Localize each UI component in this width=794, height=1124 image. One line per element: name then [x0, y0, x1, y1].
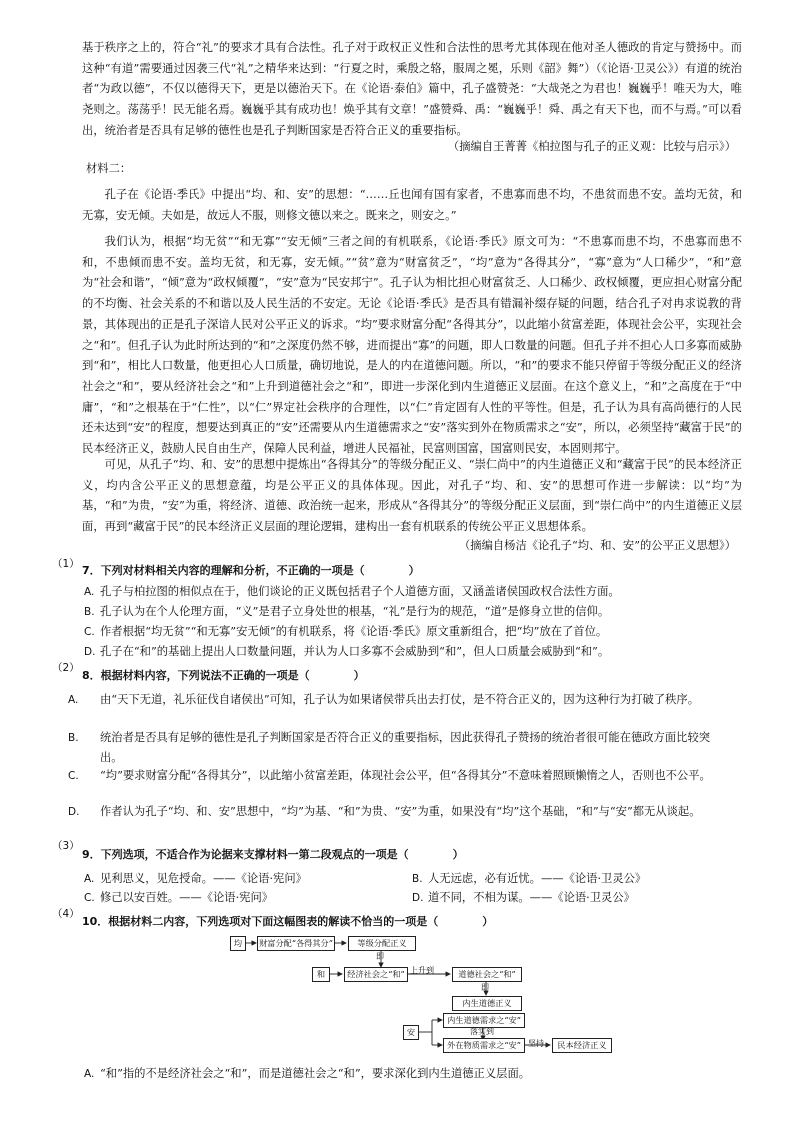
option-text: 道不同，不相为谋。——《论语·卫灵公》	[428, 891, 635, 904]
source-citation-2: （摘编自杨洁《论孔子“均、和、安”的公平正义思想》）	[458, 539, 736, 552]
material2-label: 材料二：	[86, 162, 132, 175]
diagram-node-waizai-an: 外在物质需求之“安”	[443, 1038, 525, 1053]
option-letter: C.	[84, 626, 95, 638]
option-text: “均”要求财富分配“各得其分”，以此缩小贫富差距，体现社会公平，但“各得其分”不意味着照顾懒惰之人，否则也不公平。	[100, 769, 711, 782]
diagram-node-fenpei: 财富分配“各得其分”	[257, 936, 335, 951]
material2-paragraph-2: 我们认为，根据“均无贫”“和无寡”“安无倾”三者之间的有机联系，《论语·季氏》原文可为：“不患寡而患不均，不患寡而患不和，不患倾而患不安。盖均无贫，和无寡，安无倾。”“贫”意为“财富贫乏”，“均”意为“各得其分”，“寡”意为“人口稀少”，“和”意为“社会和谐”，“倾”意为“政权倾覆”，“安”意为“民安邦宁”。孔子认为相比担心财富贫乏、人口稀少、政权倾覆，更应担心财富分配的不均衡、社会关系的不和谐以及人民生活的不安定。无论《论语·季氏》是否具有错漏补缀存疑的问题，结合孔子对冉求说教的背景，其体现出的正是孔子深谙人民对公平正义的诉求。“均”要求财富分配“各得其分”，以此缩小贫富差距，体现社会公平，实现社会之“和”。但孔子认为此时所达到的“和”之深度仍然不够，进而提出“寡”的问题，即人口数量的问题。但孔子并不担心人口多寡而威胁到“和”，相比人口数量，他更担心人口质量，确切地说，是人的内在道德问题。所以，“和”的要求不能只停留于等级分配正义的经济社会之“和”，要从经济社会之“和”上升到道德社会之“和”，即进一步深化到内生道德正义层面。在这个意义上，“和”之高度在于“中庸”，“和”之根基在于“仁性”，以“仁”界定社会秩序的合理性，以“仁”肯定固有人性的平等性。但是，孔子认为具有高尚德行的人民还未达到“安”的程度，想要达到真正的“安”还需要从内生道德需求之“安”落实到外在物质需求之“安”，所以，必须坚持“藏富于民”的民本经济正义，鼓励人民自由生产，保障人民利益，增进人民福祉，民富则国富，国富则民安，本固则邦宁。	[82, 235, 742, 456]
question-number: （4）	[52, 908, 80, 920]
question-title: 10．根据材料二内容，下列选项对下面这幅图表的解读不恰当的一项是（ ）	[82, 915, 494, 928]
diagram-label-shangsheng: 上升到	[410, 966, 434, 975]
diagram-label-jianchi: 坚持	[528, 1039, 544, 1048]
option-text: 统治者是否具有足够的德性是孔子判断国家是否符合正义的重要指标，因此获得孔子赞扬的统治者很可能在德政方面比较突出。	[100, 731, 711, 764]
option-letter: D.	[412, 892, 424, 904]
diagram-node-dengji: 等级分配正义	[348, 936, 416, 951]
option-text: “和”指的不是经济社会之“和”，而是道德社会之“和”，要求深化到内生道德正义层面。	[100, 1067, 531, 1080]
option-letter: D.	[68, 806, 80, 818]
passage1-paragraph: 基于秩序之上的，符合“礼”的要求才具有合法性。孔子对于政权正义性和合法性的思考尤其体现在他对圣人德政的肯定与赞扬中。而这种“有道”需要通过因袭三代“礼”之精华来达到：“行夏之时，乘殷之辂，服周之冕，乐则《韶》舞”）（《论语·卫灵公》）有道的统治者“为政以德”，不仅以德得天下，更是以德治天下。在《论语·泰伯》篇中，孔子盛赞尧：“大哉尧之为君也！巍巍乎！唯天为大，唯尧则之。荡荡乎！民无能名焉。巍巍乎其有成功也！焕乎其有文章！”盛赞舜、禹：“巍巍乎！舜、禹之有天下也，而不与焉。”可以看出，统治者是否具有足够的德性也是孔子判断国家是否符合正义的重要指标。	[82, 41, 742, 137]
option-text: 孔子与柏拉图的相似点在于，他们谈论的正义既包括君子个人道德方面，又涵盖诸侯国政权合法性方面。	[100, 585, 620, 598]
material2-paragraph-3: 可见，从孔子“均、和、安”的思想中提炼出“各得其分”的等级分配正义、“崇仁尚中”的内生道德正义和“藏富于民”的民本经济正义，均内含公平正义的思想意蕴，均是公平正义的具体体现。因此，对孔子“均、和、安”的思想可作进一步解读：以“均”为基，“和”为贵，“安”为重，将经济、道德、政治统一起来，形成从“各得其分”的等级分配正义层面，到“崇仁尚中”的内生道德正义层面，再到“藏富于民”的民本经济正义层面的理论逻辑，建构出一套有机联系的传统公平正义思想体系。	[82, 458, 742, 534]
option-text: 见利思义，见危授命。——《论语·宪问》	[100, 872, 307, 885]
answer-option[interactable]	[84, 1064, 714, 1084]
diagram-node-he: 和	[312, 967, 330, 982]
question-title: 7．下列对材料相关内容的理解和分析，不正确的一项是（ ）	[82, 564, 420, 577]
option-letter: D.	[84, 646, 96, 658]
option-text: 人无远虑，必有近忧。——《论语·卫灵公》	[428, 872, 647, 885]
source-citation-1: （摘编自王菁菁《柏拉图与孔子的正义观：比较与启示》）	[447, 140, 736, 153]
question-title: 8．根据材料内容，下列说法不正确的一项是（ ）	[82, 669, 365, 682]
option-letter: A.	[68, 694, 79, 706]
diagram-node-an: 安	[403, 1025, 419, 1040]
material2-paragraph-1: 孔子在《论语·季氏》中提出“均、和、安”的思想：“……丘也闻有国有家者，不患寡而患不均，不患贫而患不安。盖均无贫，和无寡，安无倾。夫如是，故远人不服，则修文德以来之。既来之，则安之。”	[82, 188, 742, 222]
option-letter: B.	[412, 873, 423, 885]
diagram-node-daode-he: 道德社会之“和”	[452, 967, 522, 982]
option-letter: A.	[84, 873, 95, 885]
diagram-label-ji: 即	[376, 952, 384, 961]
question-title: 9．下列选项，不适合作为论据来支撑材料一第二段观点的一项是（ ）	[82, 848, 464, 861]
option-text: 孔子认为在个人伦理方面，“义”是君子立身处世的根基，“礼”是行为的规范，“道”是修身立世的信仰。	[100, 605, 610, 618]
option-letter: C.	[68, 770, 79, 782]
option-letter: C.	[84, 892, 95, 904]
question-number: （2）	[52, 662, 80, 674]
diagram-label-ji: 即	[481, 983, 489, 992]
option-text: 修己以安百姓。——《论语·宪问》	[100, 891, 274, 904]
option-letter: B.	[68, 732, 79, 744]
question-number: （3）	[52, 840, 80, 852]
diagram-node-minben: 民本经济正义	[552, 1038, 612, 1053]
option-letter: A.	[84, 586, 95, 598]
diagram-node-neisheng: 内生道德正义	[452, 996, 522, 1011]
option-text: 作者认为孔子“均、和、安”思想中，“均”为基、“和”为贵、“安”为重，如果没有“均”这个基础，“和”与“安”都无从谈起。	[100, 805, 701, 818]
question-number: （1）	[52, 558, 80, 570]
diagram-node-neisheng-an: 内生道德需求之“安”	[443, 1013, 525, 1028]
option-text: 孔子在“和”的基础上提出人口数量问题，并认为人口多寡不会威胁到“和”，但人口质量会威胁到“和”。	[100, 645, 610, 658]
option-text: 由“天下无道，礼乐征伐自诸侯出”可知，孔子认为如果诸侯带兵出去打仗，是不符合正义的，因为这种行为打破了秩序。	[100, 693, 699, 706]
option-letter: A.	[84, 1068, 95, 1080]
diagram-node-jun: 均	[230, 936, 246, 951]
diagram-label-luoshi: 落实到	[470, 1027, 494, 1036]
option-letter: B.	[84, 606, 95, 618]
option-text: 作者根据“均无贫”“和无寡”安无倾”的有机联系，将《论语·季氏》原文重新组合，把“均”放在了首位。	[100, 625, 608, 638]
diagram-node-jingji-he: 经济社会之“和”	[344, 967, 408, 982]
